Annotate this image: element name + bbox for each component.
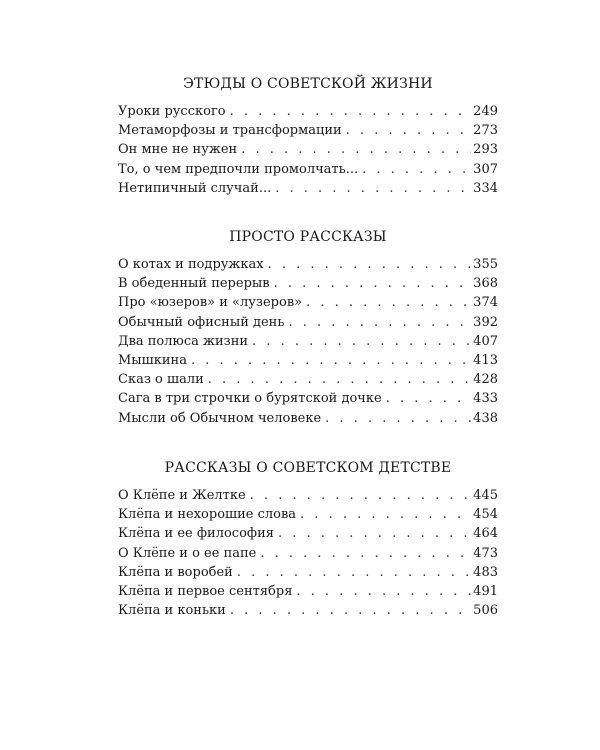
- toc-entry: [118, 179, 498, 198]
- leader-dots: [260, 544, 471, 563]
- section-title: ЭТЮДЫ О СОВЕТСКОЙ ЖИЗНИ: [183, 76, 433, 92]
- toc-entry: [118, 370, 498, 389]
- leader-dots: [237, 563, 471, 582]
- leader-dots: [346, 121, 472, 140]
- entry-title: То, о чем предпочли промолчать...: [118, 161, 359, 177]
- leader-dots: [278, 524, 471, 543]
- leader-dots: [300, 505, 471, 524]
- toc-entry: [118, 486, 498, 505]
- entry-title: Мысли об Обычном человеке: [118, 410, 322, 426]
- entry-title: Мышкина: [118, 352, 187, 368]
- toc-entry: [118, 409, 498, 428]
- leader-dots: [250, 486, 472, 505]
- toc-entry: [118, 160, 498, 179]
- leader-dots: [230, 601, 471, 620]
- toc-entry: [118, 582, 498, 601]
- entry-page: 273: [473, 123, 498, 139]
- toc-entry: [118, 389, 498, 408]
- leader-dots: [362, 160, 471, 179]
- leader-dots: [306, 293, 471, 312]
- toc-entry: [118, 140, 498, 159]
- leader-dots: [208, 370, 471, 389]
- leader-dots: [241, 140, 471, 159]
- entry-page: 392: [473, 314, 498, 330]
- entry-title: Два полюса жизни: [118, 333, 249, 349]
- toc-entry: [118, 563, 498, 582]
- entry-title: Клёпа и ее философия: [118, 526, 274, 542]
- entry-page: 249: [473, 104, 498, 119]
- leader-dots: [268, 255, 472, 274]
- toc-entry: [118, 544, 498, 563]
- toc-entry: [118, 601, 498, 620]
- entry-title: О Клёпе и Желтке: [118, 488, 246, 503]
- entry-page: 413: [473, 352, 498, 368]
- entry-page: 454: [473, 507, 498, 523]
- entry-title: Обычный офисный день: [118, 314, 285, 330]
- entry-page: 428: [473, 372, 498, 388]
- entry-title: Клёпа и первое сентября: [118, 583, 293, 599]
- toc-entry: [118, 274, 498, 293]
- toc-entry: [118, 293, 498, 312]
- leader-dots: [191, 351, 471, 370]
- entry-title: Он мне не нужен: [118, 142, 238, 158]
- entry-title: Про «юзеров» и «лузеров»: [118, 295, 303, 311]
- entry-page: 433: [473, 391, 498, 407]
- toc-entry: [118, 505, 498, 524]
- section-title: ПРОСТО РАССКАЗЫ: [229, 229, 387, 245]
- entry-page: 438: [473, 410, 498, 426]
- leader-dots: [274, 274, 472, 293]
- entry-title: Сказ о шали: [118, 372, 204, 388]
- leader-dots: [288, 313, 471, 332]
- entry-page: 368: [473, 276, 498, 292]
- toc-entry: [118, 121, 498, 140]
- toc-section: [118, 229, 498, 428]
- leader-dots: [325, 409, 471, 428]
- entry-page: 506: [473, 603, 498, 619]
- entry-title: Метаморфозы и трансформации: [118, 123, 342, 139]
- entry-page: 334: [473, 180, 498, 196]
- entry-title: В обеденный перерыв: [118, 276, 270, 292]
- entry-title: О Клёпе и о ее папе: [118, 545, 257, 561]
- toc-section: [118, 460, 498, 620]
- leader-dots: [386, 389, 471, 408]
- entry-title: Клёпа и воробей: [118, 564, 233, 580]
- entry-page: 445: [473, 488, 498, 503]
- entry-page: 491: [473, 583, 498, 599]
- section-title: РАССКАЗЫ О СОВЕТСКОМ ДЕТСТВЕ: [164, 460, 452, 476]
- entry-page: 374: [473, 295, 498, 311]
- entry-page: 307: [473, 161, 498, 177]
- entry-title: Клёпа и нехорошие слова: [118, 507, 297, 523]
- entry-page: 407: [473, 333, 498, 349]
- leader-dots: [275, 179, 471, 198]
- leader-dots: [252, 332, 471, 351]
- entry-title: О котах и подружках: [118, 257, 264, 272]
- entry-page: 473: [473, 545, 498, 561]
- toc-entry: [118, 332, 498, 351]
- entry-page: 355: [473, 257, 498, 272]
- leader-dots: [296, 582, 471, 601]
- entry-page: 464: [473, 526, 498, 542]
- toc-entry: [118, 351, 498, 370]
- entry-title: Нетипичный случай...: [118, 180, 272, 196]
- toc-entry: [118, 524, 498, 543]
- entry-title: Клёпа и коньки: [118, 603, 226, 619]
- entry-page: 293: [473, 142, 498, 158]
- entry-page: 483: [473, 564, 498, 580]
- toc-entry: [118, 102, 498, 121]
- entry-title: Сага в три строчки о бурятской дочке: [118, 391, 382, 407]
- toc-section: [118, 76, 498, 198]
- entry-title: Уроки русского: [118, 104, 226, 119]
- toc-entry: [118, 313, 498, 332]
- toc-entry: [118, 255, 498, 274]
- leader-dots: [230, 102, 472, 121]
